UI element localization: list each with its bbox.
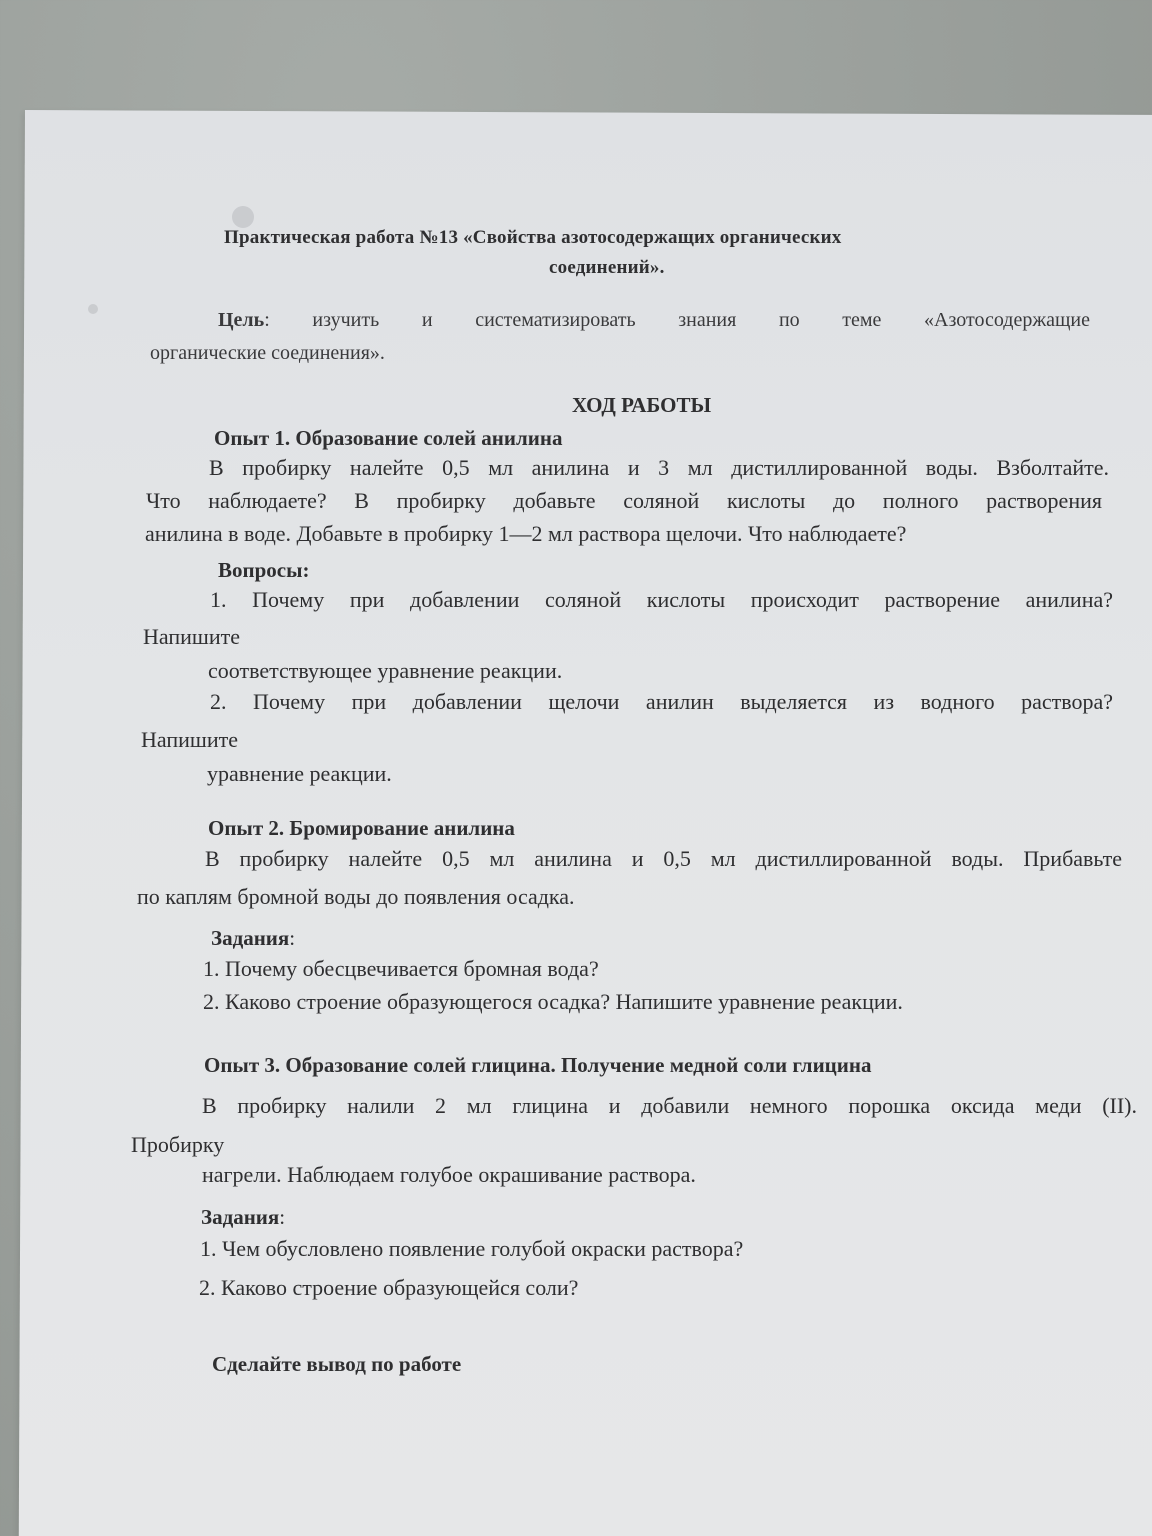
section-heading: ХОД РАБОТЫ — [572, 393, 712, 417]
paper-spot — [88, 304, 98, 314]
experiment-1-text-line-3: анилина в воде. Добавьте в пробирку 1—2 мл раствора щелочи. Что наблюдаете? — [145, 521, 907, 546]
experiment-3-text-line-2: Пробирку — [131, 1132, 225, 1157]
experiment-2-task-1: 1. Почему обесцвечивается бромная вода? — [203, 956, 599, 981]
experiment-1-question-2-cont-2: уравнение реакции. — [207, 761, 392, 786]
experiment-1-question-2: 2. Почему при добавлении щелочи анилин выделяется из водного раствора? — [210, 689, 1113, 714]
experiment-2-text-line-2: по каплям бромной воды до появления осадка. — [137, 884, 575, 909]
experiment-1-text-line-2: Что наблюдаете? В пробирку добавьте соляной кислоты до полного растворения — [146, 488, 1102, 513]
document-title-line-2: соединений». — [549, 257, 665, 278]
experiment-1-heading: Опыт 1. Образование солей анилина — [214, 426, 563, 450]
goal-label: Цель — [218, 309, 265, 331]
experiment-2-text-line-1: В пробирку налейте 0,5 мл анилина и 0,5 мл дистиллированной воды. Прибавьте — [205, 846, 1122, 871]
experiment-3-text-line-1: В пробирку налили 2 мл глицина и добавили немного порошка оксида меди (II). — [202, 1093, 1137, 1118]
document-title-line-1: Практическая работа №13 «Свойства азотосодержащих органических — [224, 227, 842, 248]
experiment-1-text-line-1: В пробирку налейте 0,5 мл анилина и 3 мл дистиллированной воды. Взболтайте. — [209, 455, 1109, 480]
experiment-3-tasks-label: Задания: — [201, 1205, 286, 1229]
experiment-2-tasks-label: Задания: — [211, 926, 296, 950]
paper-spot — [232, 206, 254, 228]
conclusion-heading: Сделайте вывод по работе — [212, 1352, 462, 1376]
goal-line-1: Цель: изучить и систематизировать знания по теме «Азотосодержащие — [218, 309, 1091, 331]
experiment-3-task-2: 2. Каково строение образующейся соли? — [199, 1275, 579, 1300]
experiment-1-questions-label: Вопросы: — [218, 558, 310, 582]
experiment-2-heading: Опыт 2. Бромирование анилина — [208, 816, 515, 840]
goal-line-2: органические соединения». — [150, 342, 385, 364]
experiment-1-question-1-cont: Напишите — [143, 624, 241, 649]
experiment-3-task-1: 1. Чем обусловлено появление голубой окраски раствора? — [200, 1236, 744, 1261]
experiment-1-question-2-cont: Напишите — [141, 727, 239, 752]
experiment-1-question-1: 1. Почему при добавлении соляной кислоты происходит растворение анилина? — [210, 587, 1113, 612]
experiment-3-text-line-3: нагрели. Наблюдаем голубое окрашивание раствора. — [202, 1162, 696, 1187]
experiment-3-heading: Опыт 3. Образование солей глицина. Получение медной соли глицина — [204, 1053, 872, 1077]
experiment-2-task-2: 2. Каково строение образующегося осадка? Напишите уравнение реакции. — [203, 989, 903, 1014]
experiment-1-question-1-cont-2: соответствующее уравнение реакции. — [208, 658, 563, 683]
